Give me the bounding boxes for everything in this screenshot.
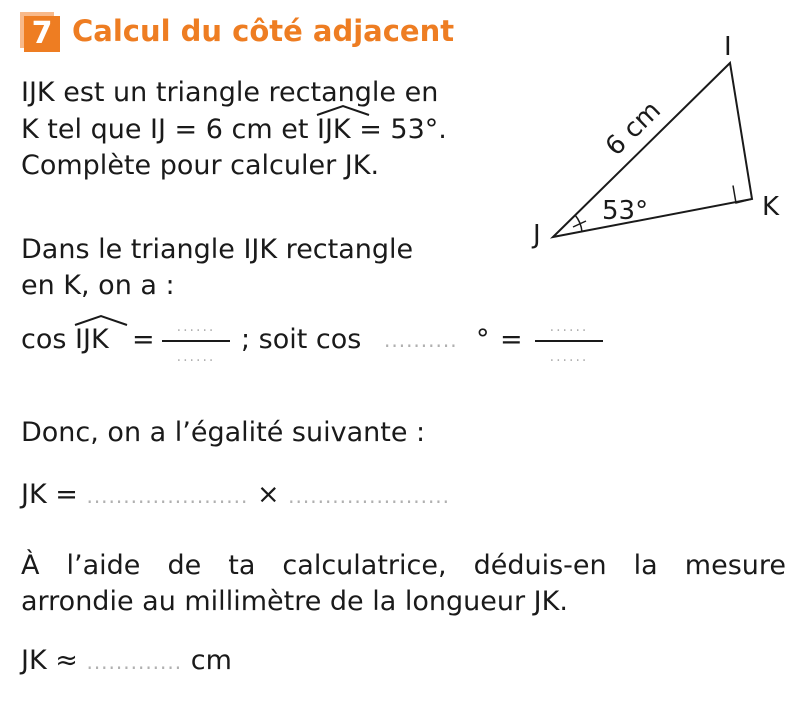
fraction-1-numerator-blank[interactable]: ...... <box>176 319 216 335</box>
jk-product-line <box>21 477 450 514</box>
cos-angle-blank[interactable]: .......... <box>384 328 458 352</box>
jk-approx-blank[interactable]: ............. <box>86 650 183 674</box>
jk-blank-1[interactable]: ...................... <box>86 484 249 508</box>
soit-cos-text: ; soit cos <box>241 324 362 355</box>
angle-ijk-notation: IJK <box>317 112 351 148</box>
jk-approx-line <box>21 643 232 680</box>
jk-approx-lhs: JK ≈ <box>21 645 78 676</box>
exercise-title: Calcul du côté adjacent <box>72 14 455 48</box>
fraction-2-bar <box>535 340 603 342</box>
statement-line-3: Complète pour calculer JK. <box>21 150 380 181</box>
statement-line-2: K tel que IJ = 6 cm et IJK = 53°. <box>21 112 447 148</box>
vertex-k-label: K <box>762 192 780 222</box>
section1-line-1: Dans le triangle IJK rectangle <box>21 234 414 265</box>
cos-equals-2: = <box>500 324 523 355</box>
exercise-number-badge <box>20 12 60 52</box>
fraction-1-denominator-blank[interactable]: ...... <box>176 349 216 365</box>
fraction-2-denominator-blank[interactable]: ...... <box>549 349 589 365</box>
angle-ijk-notation-cos: IJK <box>75 322 109 358</box>
fraction-2-numerator-blank[interactable]: ...... <box>549 319 589 335</box>
times-sign: × <box>256 479 280 510</box>
statement-line-1: IJK est un triangle rectangle en <box>21 77 439 108</box>
triangle-ijk <box>553 63 752 237</box>
triangle-figure <box>520 25 803 255</box>
section2-line-1: Donc, on a l’égalité suivante : <box>21 417 426 448</box>
fraction-1-bar <box>162 340 230 342</box>
cos-expression: cos IJK <box>21 322 109 358</box>
hypotenuse-label: 6 cm <box>599 95 667 162</box>
unit-cm: cm <box>190 645 232 676</box>
cos-equals: = <box>132 324 155 355</box>
section1-line-2: en K, on a : <box>21 270 175 301</box>
section3-line-1: À l’aide de ta calculatrice, déduis-en la mesure <box>21 550 786 581</box>
degree-sign: ° <box>476 324 490 355</box>
jk-blank-2[interactable]: ...................... <box>288 484 451 508</box>
section3-line-2: arrondie au millimètre de la longueur JK. <box>21 586 568 617</box>
angle-label: 53° <box>602 196 649 226</box>
vertex-i-label: I <box>724 32 732 62</box>
exercise-number: 7 <box>24 16 60 52</box>
jk-lhs: JK = <box>21 479 78 510</box>
vertex-j-label: J <box>533 220 541 250</box>
